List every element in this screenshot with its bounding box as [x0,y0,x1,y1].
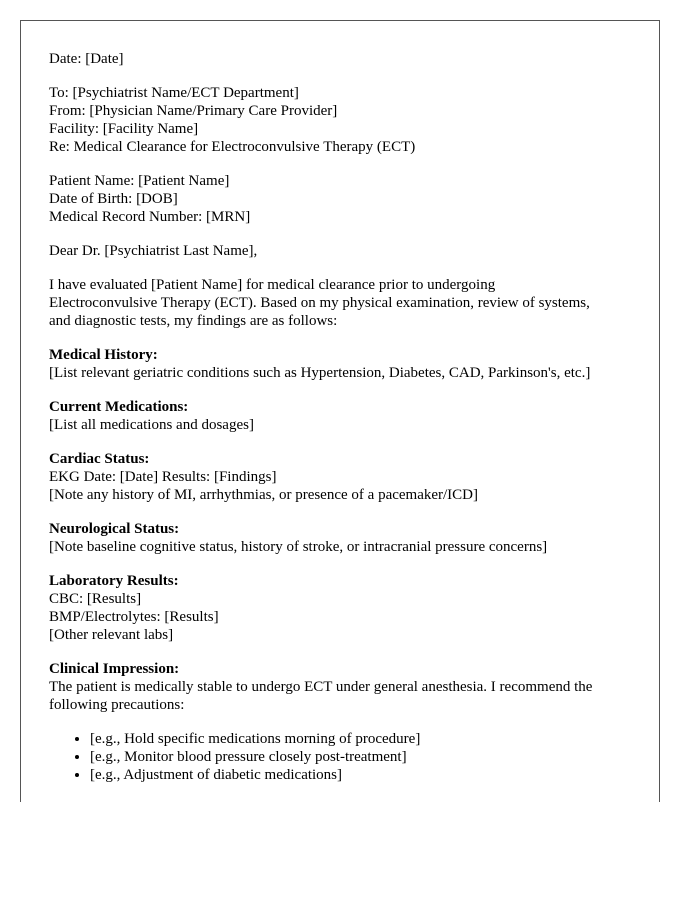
section-heading: Cardiac Status: [49,451,150,467]
section-line: [Note baseline cognitive status, history of stroke, or intracranial pressure concerns] [49,539,548,555]
section-line: [Other relevant labs] [49,627,174,643]
section-heading: Neurological Status: [49,521,180,537]
list-item: • [e.g., Hold specific medications morning of procedure] [90,730,649,748]
salutation: Dear Dr. [Psychiatrist Last Name], [49,243,258,259]
section-line: CBC: [Results] [49,591,142,607]
facility-line: Facility: [Facility Name] [49,121,199,137]
patient-block [49,172,649,226]
date-line: Date: [Date] [49,51,124,67]
section-line: [Note any history of MI, arrhythmias, or presence of a pacemaker/ICD] [49,487,479,503]
list-item: • [e.g., Adjustment of diabetic medications] [90,766,649,784]
section-cardiac-status [49,450,649,504]
section-line: BMP/Electrolytes: [Results] [49,609,219,625]
letter-page [20,20,660,802]
section-heading: Laboratory Results: [49,573,179,589]
section-line: [List all medications and dosages] [49,417,254,433]
from-line: From: [Physician Name/Primary Care Provider] [49,103,338,119]
section-heading: Current Medications: [49,399,189,415]
precautions-list [49,730,649,784]
intro-line: and diagnostic tests, my findings are as follows: [49,313,338,329]
section-clinical-impression [49,660,649,714]
mrn-line: Medical Record Number: [MRN] [49,209,251,225]
intro-paragraph [49,276,649,330]
section-current-medications [49,398,649,434]
header-block [49,84,649,156]
section-line: The patient is medically stable to undergo ECT under general anesthesia. I recommend the [49,679,593,695]
intro-line: Electroconvulsive Therapy (ECT). Based on my physical examination, review of systems, [49,295,590,311]
section-heading: Medical History: [49,347,158,363]
letter-body [49,50,649,784]
re-line: Re: Medical Clearance for Electroconvulsive Therapy (ECT) [49,139,416,155]
section-line: [List relevant geriatric conditions such as Hypertension, Diabetes, CAD, Parkinson's, etc.] [49,365,591,381]
patient-name-line: Patient Name: [Patient Name] [49,173,230,189]
list-item: • [e.g., Monitor blood pressure closely post-treatment] [90,748,649,766]
salutation-block [49,242,649,260]
intro-line: I have evaluated [Patient Name] for medical clearance prior to undergoing [49,277,496,293]
section-laboratory-results [49,572,649,644]
section-heading: Clinical Impression: [49,661,180,677]
section-line: following precautions: [49,697,185,713]
section-line: EKG Date: [Date] Results: [Findings] [49,469,277,485]
dob-line: Date of Birth: [DOB] [49,191,178,207]
to-line: To: [Psychiatrist Name/ECT Department] [49,85,299,101]
section-medical-history [49,346,649,382]
section-neurological-status [49,520,649,556]
date-block [49,50,649,68]
